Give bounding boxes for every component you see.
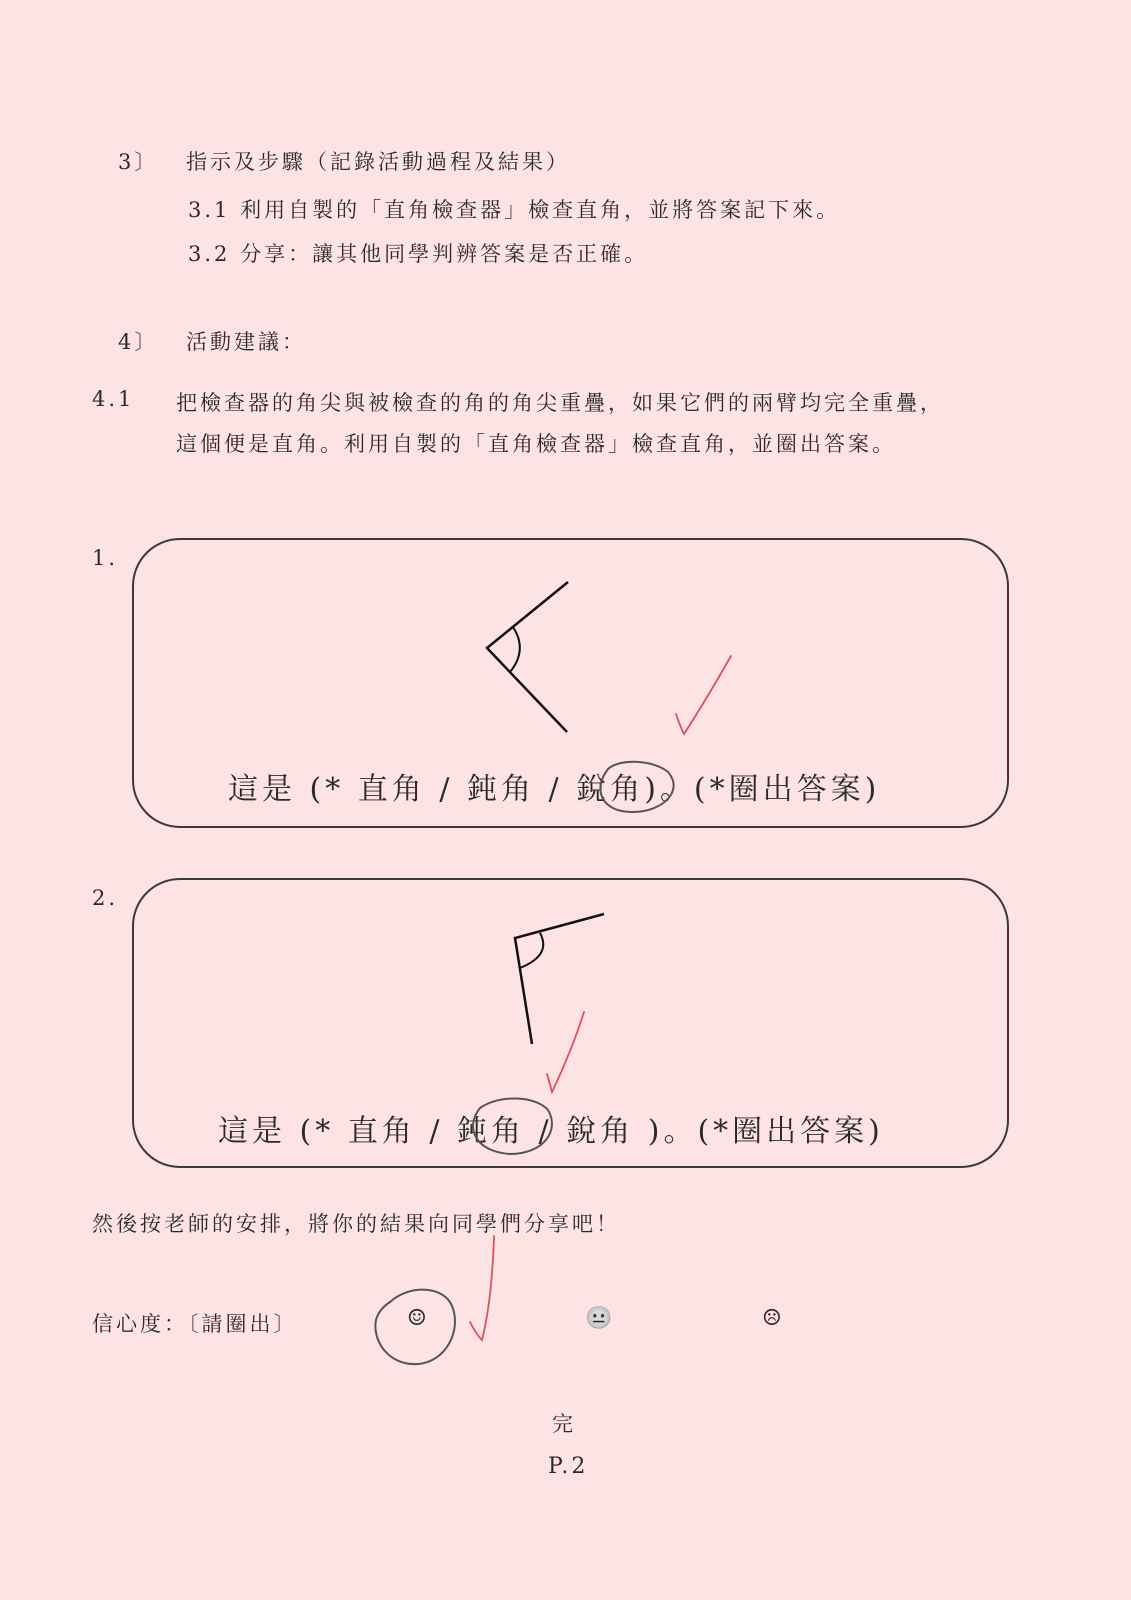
question1-number: 1. xyxy=(92,546,119,570)
question1-angle-arc xyxy=(510,627,520,672)
question2-angle-diagram xyxy=(515,914,604,1044)
question2-angle-arc xyxy=(520,933,543,968)
question1-option-right[interactable]: 直角 xyxy=(357,772,426,807)
section3-step2: 3.2 分享：讓其他同學判辨答案是否正確。 xyxy=(188,242,649,266)
confidence-check-mark xyxy=(470,1236,494,1340)
section3-number: 3〕 xyxy=(118,150,159,174)
end-mark: 完 xyxy=(552,1412,576,1436)
question1-answer-circle xyxy=(600,762,673,812)
question2-option-obtuse[interactable]: 鈍角 xyxy=(457,1114,525,1149)
confidence-happy-icon[interactable]: ☺ xyxy=(407,1306,427,1331)
confidence-answer-circle xyxy=(375,1290,455,1364)
question1-prefix: 這是 (* xyxy=(228,772,345,807)
confidence-neutral-icon[interactable]: 😐 xyxy=(585,1306,613,1331)
question1-sep1: / xyxy=(439,772,454,807)
page-number: P.2 xyxy=(548,1454,589,1479)
question1-sep2: / xyxy=(548,772,563,807)
question1-check-mark xyxy=(676,656,731,734)
confidence-label: 信心度：〔請圈出〕 xyxy=(92,1312,298,1336)
section4-title: 活動建議： xyxy=(186,330,306,354)
section4-item-number: 4.1 xyxy=(92,387,135,411)
share-instruction: 然後按老師的安排，將你的結果向同學們分享吧！ xyxy=(92,1212,620,1236)
confidence-sad-icon[interactable]: ☹ xyxy=(762,1306,782,1331)
question1-option-acute[interactable]: 銳角 xyxy=(576,772,645,807)
question2-number: 2. xyxy=(92,886,119,910)
section3-step1: 3.1 利用自製的「直角檢查器」檢查直角，並將答案記下來。 xyxy=(188,198,841,222)
question2-answer-circle xyxy=(473,1098,552,1154)
question2-prefix: 這是 (* xyxy=(218,1114,335,1149)
question1-angle-diagram xyxy=(487,582,568,732)
section4-number: 4〕 xyxy=(118,330,159,354)
question2-check-mark xyxy=(547,1012,584,1092)
section4-item-line1: 把檢查器的角尖與被檢查的角的角尖重疊，如果它們的兩臂均完全重疊， xyxy=(176,391,944,415)
section3-title: 指示及步驟（記錄活動過程及結果） xyxy=(186,150,570,174)
question1-angle-arms xyxy=(487,582,568,732)
section4-item-line2: 這個便是直角。利用自製的「直角檢查器」檢查直角，並圈出答案。 xyxy=(176,432,896,456)
question2-option-acute[interactable]: 銳角 xyxy=(566,1114,635,1149)
question2-sep2: / xyxy=(538,1114,553,1149)
question2-sep1: / xyxy=(429,1114,444,1149)
question2-angle-arms xyxy=(515,914,604,1044)
question1-option-obtuse[interactable]: 鈍角 xyxy=(467,772,535,807)
question2-suffix: )。(*圈出答案) xyxy=(647,1114,884,1149)
question1-suffix: )。(*圈出答案) xyxy=(644,772,881,807)
question2-option-right[interactable]: 直角 xyxy=(347,1114,416,1149)
